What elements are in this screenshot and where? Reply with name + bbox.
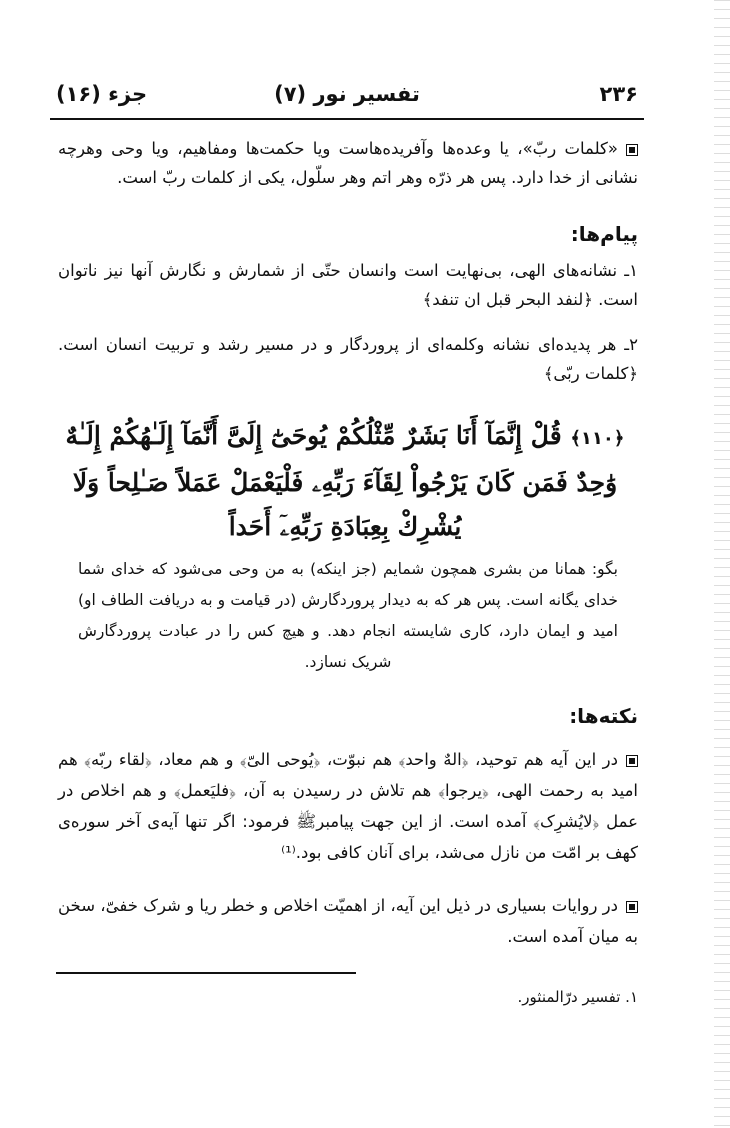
book-page — [50, 0, 644, 1128]
note-text: در این آیه هم توحید، ﴿الهٌ واحد﴾ هم نبوّت، ﴿یُوحی الیّ﴾ و هم معاد، ﴿لقاء ربّه﴾ هم امید به رحمت الهی، ﴿یرجوا﴾ هم تلاش در رسیدن به آن، ﴿فلیَعمل﴾ و هم اخلاص در عمل ﴿لایُشرِک﴾ آمده است. از این جهت پیامبرﷺ فرمود: اگر تنها آیه‌ی آخر سوره‌ی کهف بر امّت من نازل می‌شد، برای آنان کافی بود.⁽¹⁾ — [58, 750, 638, 862]
square-bullet-icon — [626, 144, 638, 156]
header-rule — [50, 118, 644, 120]
intro-paragraph — [58, 134, 638, 192]
book-title: تفسیر نور (۷) — [274, 82, 420, 106]
footnote-rule — [56, 972, 356, 974]
note-item — [58, 744, 638, 868]
square-bullet-icon — [626, 755, 638, 767]
note-item — [58, 890, 638, 952]
footnote: ۱. تفسیر درّالمنثور. — [517, 988, 638, 1006]
page-number: ۲۳۶ — [599, 82, 638, 106]
verse-number: ﴿١١٠﴾ — [570, 428, 625, 449]
verse-text: قُلْ إِنَّمَآ أَنَا بَشَرٌ مِّثْلُكُمْ يُوحَىٰٓ إِلَىَّ أَنَّمَآ إِلَـٰهُكُمْ إِلَـٰهٌ وَٰحِدٌ فَمَن كَانَ يَرْجُواْ لِقَآءَ رَبِّهِۦ فَلْيَعْمَلْ عَمَلاً صَـٰلِحاً وَلَا يُشْرِكْ بِعِبَادَةِ رَبِّهِۦٓ أَحَداً — [65, 421, 618, 541]
intro-text: «کلمات ربّ»، یا وعده‌ها وآفریده‌هاست ویا حکمت‌ها ومفاهیم، ویا وحی وهرچه نشانی از خدا دارد. پس هر ذرّه وهر اتم وهر سلّول، یکی از کلمات ربّ است. — [58, 139, 638, 187]
verse-translation: بگو: همانا من بشری همچون شمایم (جز اینکه) به من وحی می‌شود که خدای شما خدای یگانه است. پس هر که به دیدار پروردگارش (در قیامت و به دریافت الطاف او) امید و ایمان دارد، کاری شایسته انجام دهد. و هیچ کس را در عبادت پروردگارش شریک نسازد. — [78, 560, 618, 671]
page-edge — [714, 0, 730, 1128]
juz-label: جزء (۱۶) — [56, 82, 148, 106]
note-text: در روایات بسیاری در ذیل این آیه، از اهمیّت اخلاص و خطر ریا و شرک خفیّ، سخن به میان آمده است. — [58, 896, 638, 946]
message-item: ۱ـ نشانه‌های الهی، بی‌نهایت است وانسان حتّی از شمارش و نگارش آنها نیز ناتوان است. ﴿لنفد البحر قبل ان تنفد﴾ — [58, 261, 638, 309]
notes-heading: نکته‌ها: — [569, 704, 638, 728]
running-header — [50, 82, 644, 116]
message-item: ۲ـ هر پدیده‌ای نشانه وکلمه‌ای از پروردگار و در مسیر رشد و تربیت انسان است. ﴿کلمات ربّی﴾ — [58, 335, 638, 383]
messages-heading: پیام‌ها: — [570, 222, 638, 246]
quran-verse — [52, 414, 638, 549]
square-bullet-icon — [626, 901, 638, 913]
